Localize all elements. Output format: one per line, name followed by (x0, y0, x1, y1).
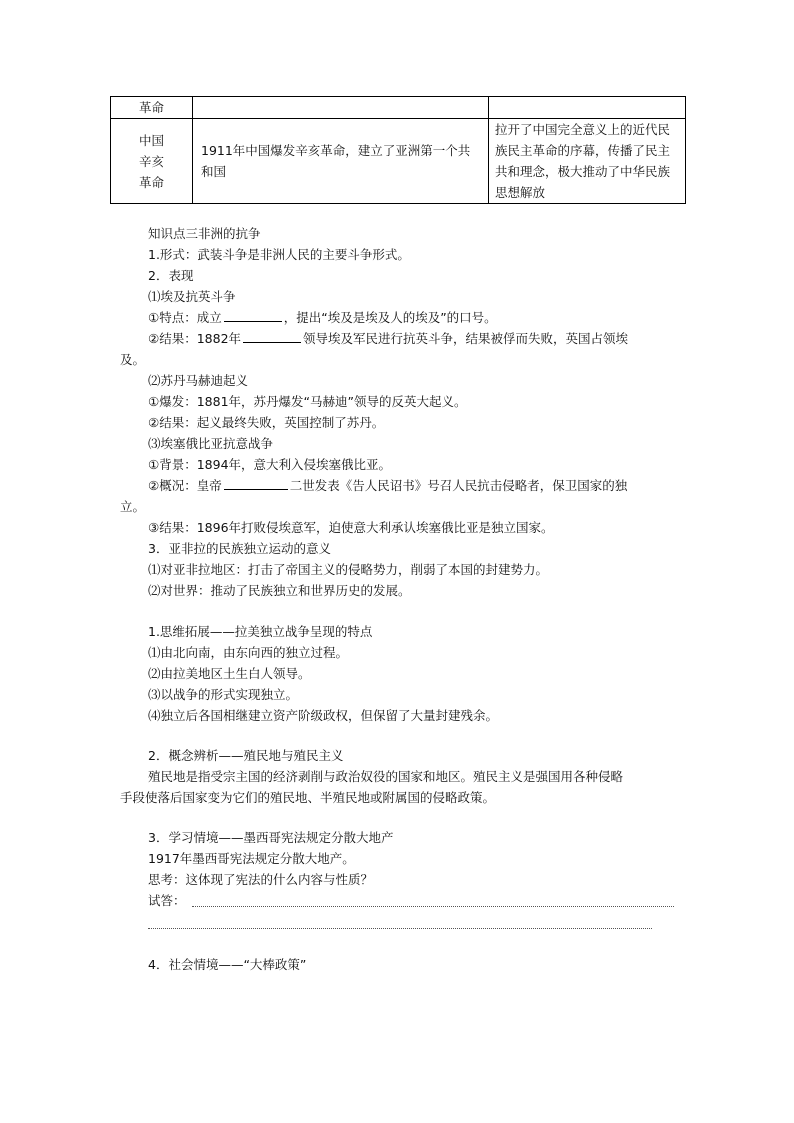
text-line (148, 476, 627, 496)
text-line: ⑵对世界：推动了民族独立和世界历史的发展。 (148, 583, 411, 598)
list-item: ⑴由北向南，由东向西的独立过程。 (148, 645, 349, 660)
text-segment: ，提出“埃及是埃及人的埃及”的口号。 (283, 310, 497, 325)
fill-blank[interactable] (224, 476, 288, 490)
text-line: ③结果：1896年打败侵埃意军，迫使意大利承认埃塞俄比亚是独立国家。 (148, 520, 554, 535)
name-line: 中国 (138, 132, 164, 148)
text-line: 思考：这体现了宪法的什么内容与性质？ (148, 872, 374, 887)
revolution-significance (489, 97, 686, 119)
revolution-name (111, 119, 193, 204)
section-title: 知识点三非洲的抗争 (148, 226, 261, 241)
text-segment: ②概况：皇帝 (148, 478, 222, 493)
section-title: 1.思维拓展——拉美独立战争呈现的特点 (148, 624, 373, 639)
text-line: ⑴对亚非拉地区：打击了帝国主义的侵略势力，削弱了本国的封建势力。 (148, 562, 549, 577)
text-segment: ①特点：成立 (148, 310, 222, 325)
name-line: 辛亥 (138, 153, 164, 169)
text-line: 立。 (120, 499, 146, 514)
text-line: ①背景：1894年，意大利入侵埃塞俄比亚。 (148, 457, 392, 472)
answer-line[interactable] (148, 927, 652, 929)
text-line: 2．表现 (148, 268, 194, 283)
list-item: ⑷独立后各国相继建立资产阶级政权，但保留了大量封建残余。 (148, 708, 499, 723)
text-line: ②结果：起义最终失败，英国控制了苏丹。 (148, 415, 385, 430)
name-line: 革命 (138, 174, 164, 190)
section-title: 2．概念辨析——殖民地与殖民主义 (148, 748, 344, 763)
text-line (148, 329, 628, 349)
text-line: ⑵苏丹马赫迪起义 (148, 373, 249, 388)
text-line: 1917年墨西哥宪法规定分散大地产。 (148, 851, 355, 866)
text-segment: 二世发表《告人民诏书》号召人民抗击侵略者，保卫国家的独 (289, 478, 628, 493)
revolution-event (193, 97, 489, 119)
fill-blank[interactable] (243, 329, 301, 343)
revolution-name: 革命 (111, 97, 193, 119)
revolution-significance: 拉开了中国完全意义上的近代民族民主革命的序幕，传播了民主共和理念，极大推动了中华民族思想解放 (489, 119, 686, 204)
answer-line[interactable] (192, 905, 674, 907)
list-item: ⑶以战争的形式实现独立。 (148, 687, 299, 702)
list-item: ⑵由拉美地区土生白人领导。 (148, 666, 311, 681)
history-table (110, 96, 686, 204)
text-line: 及。 (120, 352, 146, 367)
revolution-event: 1911年中国爆发辛亥革命，建立了亚洲第一个共和国 (193, 119, 489, 204)
text-line: ⑴埃及抗英斗争 (148, 289, 236, 304)
text-segment: 领导埃及军民进行抗英斗争，结果被俘而失败，英国占领埃 (303, 331, 629, 346)
text-line: 1.形式：武装斗争是非洲人民的主要斗争形式。 (148, 247, 410, 262)
text-line: 3．亚非拉的民族独立运动的意义 (148, 541, 331, 556)
text-line: 手段使落后国家变为它们的殖民地、半殖民地或附属国的侵略政策。 (120, 790, 496, 805)
section-title: 4．社会情境——“大棒政策” (148, 957, 307, 972)
table-row (111, 119, 686, 204)
text-line: 殖民地是指受宗主国的经济剥削与政治奴役的国家和地区。殖民主义是强国用各种侵略 (148, 769, 624, 784)
text-segment: ②结果：1882年 (148, 331, 242, 346)
fill-blank[interactable] (224, 308, 282, 322)
text-line (148, 308, 497, 328)
section-title: 3．学习情境——墨西哥宪法规定分散大地产 (148, 830, 394, 845)
table-row (111, 97, 686, 119)
text-line: ⑶埃塞俄比亚抗意战争 (148, 436, 274, 451)
text-line: ①爆发：1881年，苏丹爆发“马赫迪”领导的反英大起义。 (148, 394, 467, 409)
answer-label: 试答： (148, 893, 186, 908)
